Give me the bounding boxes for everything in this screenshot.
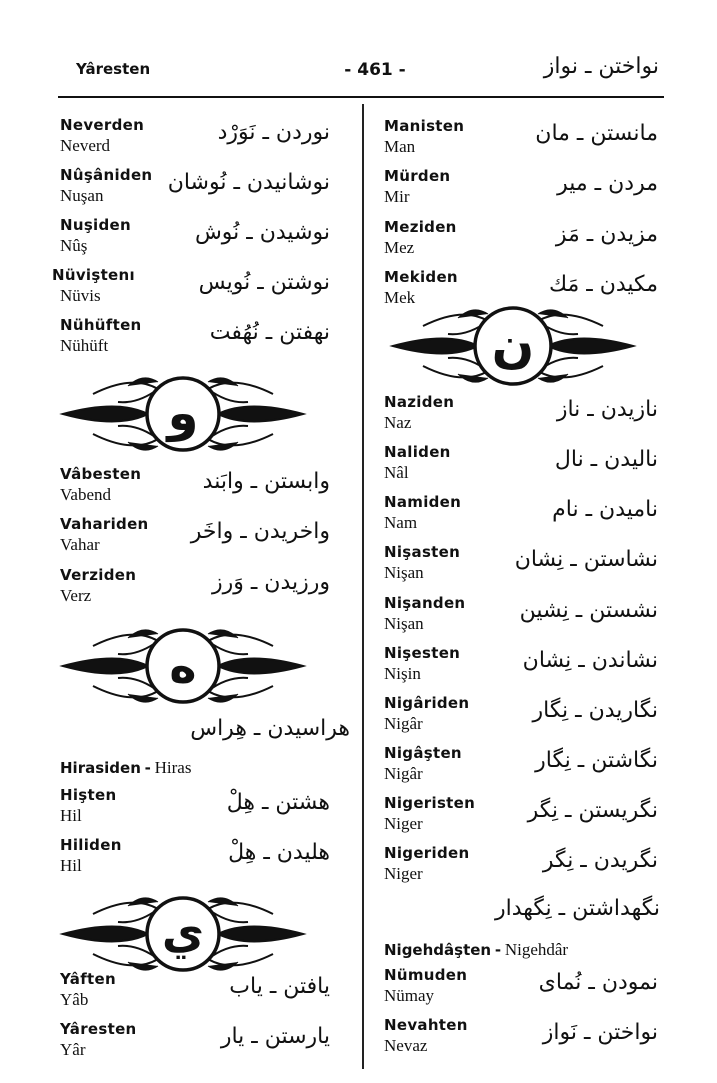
entry-head: Naliden — [384, 443, 451, 461]
entry-root: Mek — [384, 288, 416, 307]
entry-head: Neverden — [60, 116, 145, 134]
entry-head: Nûşâniden — [60, 166, 153, 184]
entry-arabic: ناميدن ـ نام — [552, 497, 658, 522]
entry — [384, 966, 664, 1016]
entry-separator: - — [144, 759, 151, 777]
entry-arabic: مزيدن ـ مَز — [555, 222, 658, 247]
entry — [384, 393, 664, 443]
entry-arabic: وابستن ـ وابَند — [202, 469, 330, 494]
entry-arabic: نوشانيدن ـ نُوشان — [167, 170, 330, 195]
entry-arabic: نوشيدن ـ نُوش — [194, 220, 330, 245]
entry-arabic: نازيدن ـ ناز — [556, 397, 658, 422]
entry — [384, 644, 664, 694]
entry-root: Nigâr — [384, 764, 423, 783]
entry-head: Manisten — [384, 117, 465, 135]
entry-root: Verz — [60, 586, 92, 605]
entry-arabic: ناليدن ـ نال — [554, 447, 658, 472]
running-header-right: نواختن ـ نواز — [543, 54, 659, 79]
entry — [60, 1020, 356, 1070]
entry — [60, 566, 356, 616]
page-number: - 461 - — [344, 60, 406, 80]
entry-root: Nişan — [384, 614, 424, 633]
entry — [384, 794, 664, 844]
entry-head: Hiliden — [60, 836, 122, 854]
entry-head: Yâresten — [60, 1020, 137, 1038]
entry — [60, 786, 356, 836]
entry — [384, 1016, 664, 1066]
entry-arabic: نوردن ـ نَوَرْد — [217, 120, 330, 145]
entry-root: Nevaz — [384, 1036, 428, 1055]
entry-root: Nühüft — [60, 336, 109, 355]
entry-arabic: يافتن ـ ياب — [229, 974, 330, 999]
entry-root: Yâb — [60, 990, 89, 1009]
entry-root: Mez — [384, 238, 415, 257]
entry-root: Nuşan — [60, 186, 104, 205]
entry-arabic: نگهداشتن ـ نِگهدار — [494, 896, 660, 921]
entry-arabic: نوشتن ـ نُويس — [198, 270, 330, 295]
entry-root: Hil — [60, 856, 82, 875]
entry-root: Naz — [384, 413, 412, 432]
entry — [60, 970, 356, 1020]
entry-head: Nişesten — [384, 644, 461, 662]
entry-head: Vâbesten — [60, 465, 142, 483]
entry-head: Nigâşten — [384, 744, 462, 762]
entry-root: Nigehdâr — [504, 940, 569, 959]
entry-head: Nühüften — [60, 316, 142, 334]
entry-head: Vahariden — [60, 515, 149, 533]
entry-separator: - — [494, 941, 502, 959]
inline-entry — [384, 940, 568, 960]
entry-arabic: هشتن ـ هِلْ — [226, 790, 330, 815]
entry-root: Niger — [384, 814, 423, 833]
letter-ornament-nun — [388, 296, 638, 396]
entry-arabic: هليدن ـ هِلْ — [228, 840, 330, 865]
entry-head: Namiden — [384, 493, 462, 511]
entry-arabic: نشاندن ـ نِشان — [522, 648, 658, 673]
entry-root: Nişin — [384, 664, 421, 683]
entry — [384, 443, 664, 493]
entry-head: Nuşiden — [60, 216, 131, 234]
entry — [384, 218, 664, 268]
letter-ornament-vav — [58, 364, 308, 464]
entry-arabic: هراسيدن ـ هِراس — [190, 716, 350, 741]
entry-head: Nevahten — [384, 1016, 468, 1034]
entry — [60, 836, 356, 886]
entry-head: Nümuden — [384, 966, 468, 984]
running-header-left: Yâresten — [76, 60, 151, 78]
entry — [60, 116, 356, 166]
entry-root: Nûş — [60, 236, 88, 255]
entry-arabic: ورزيدن ـ وَرز — [211, 570, 330, 595]
entry — [60, 515, 356, 565]
entry-arabic: نواختن ـ نَواز — [542, 1020, 658, 1045]
entry-head: Nişanden — [384, 594, 466, 612]
inline-entry — [60, 758, 191, 778]
entry-arabic: مانستن ـ مان — [535, 121, 658, 146]
entry-arabic: نگريستن ـ نِگر — [527, 798, 658, 823]
ornament-letter: و — [167, 384, 199, 442]
entry-head: Mekiden — [384, 268, 458, 286]
header-rule — [58, 96, 664, 98]
entry-root: Nam — [384, 513, 418, 532]
entry-head: Hirasiden — [60, 759, 141, 777]
letter-ornament-he — [58, 616, 308, 716]
entry — [384, 543, 664, 593]
entry — [52, 266, 348, 316]
entry-arabic: نمودن ـ نُماى — [538, 970, 658, 995]
entry-head: Verziden — [60, 566, 137, 584]
entry-arabic: مكيدن ـ مَك — [548, 272, 658, 297]
entry-head: Yâften — [60, 970, 116, 988]
entry — [384, 694, 664, 744]
entry-root: Neverd — [60, 136, 111, 155]
entry-root: Vabend — [60, 485, 111, 504]
entry-root: Nâl — [384, 463, 409, 482]
entry — [384, 117, 664, 167]
entry-root: Nigâr — [384, 714, 423, 733]
entry-root: Mir — [384, 187, 410, 206]
entry — [384, 844, 664, 894]
entry-arabic: نگاريدن ـ نِگار — [532, 698, 658, 723]
entry — [384, 493, 664, 543]
entry-arabic: نگريدن ـ نِگر — [542, 848, 658, 873]
entry-head: Nigeristen — [384, 794, 476, 812]
entry-root: Hiras — [154, 758, 192, 777]
entry — [60, 465, 356, 515]
entry-head: Naziden — [384, 393, 455, 411]
entry-head: Nigehdâşten — [384, 941, 492, 959]
entry-head: Nigâriden — [384, 694, 470, 712]
entry-head: Nişasten — [384, 543, 461, 561]
entry-arabic: نشستن ـ نِشين — [519, 598, 658, 623]
ornament-letter: ي — [161, 905, 205, 959]
entry-root: Yâr — [60, 1040, 86, 1059]
entry — [60, 216, 356, 266]
entry-root: Niger — [384, 864, 423, 883]
entry — [384, 744, 664, 794]
entry-arabic: مردن ـ مير — [557, 171, 658, 196]
letter-ornament-ye — [58, 884, 308, 984]
entry — [384, 167, 664, 217]
entry-head: Nüviştenı — [52, 266, 135, 284]
entry-arabic: نگاشتن ـ نِگار — [535, 748, 658, 773]
entry-arabic: يارستن ـ يار — [220, 1024, 330, 1049]
column-divider — [362, 104, 364, 1069]
ornament-letter: ه — [169, 639, 197, 693]
entry-root: Vahar — [60, 535, 100, 554]
entry-root: Hil — [60, 806, 82, 825]
entry-root: Nüvis — [60, 286, 101, 305]
entry-arabic: نشاستن ـ نِشان — [514, 547, 658, 572]
ornament-letter: ن — [491, 316, 535, 374]
entry — [384, 594, 664, 644]
entry-head: Nigeriden — [384, 844, 470, 862]
entry-head: Mürden — [384, 167, 451, 185]
entry-arabic: نهفتن ـ نُهُفت — [209, 320, 330, 345]
entry-arabic: واخريدن ـ واخَر — [190, 519, 330, 544]
entry — [60, 166, 356, 216]
entry-head: Hişten — [60, 786, 117, 804]
entry-head: Meziden — [384, 218, 457, 236]
entry — [60, 316, 356, 366]
entry-root: Nişan — [384, 563, 424, 582]
entry-root: Man — [384, 137, 416, 156]
entry-root: Nümay — [384, 986, 435, 1005]
